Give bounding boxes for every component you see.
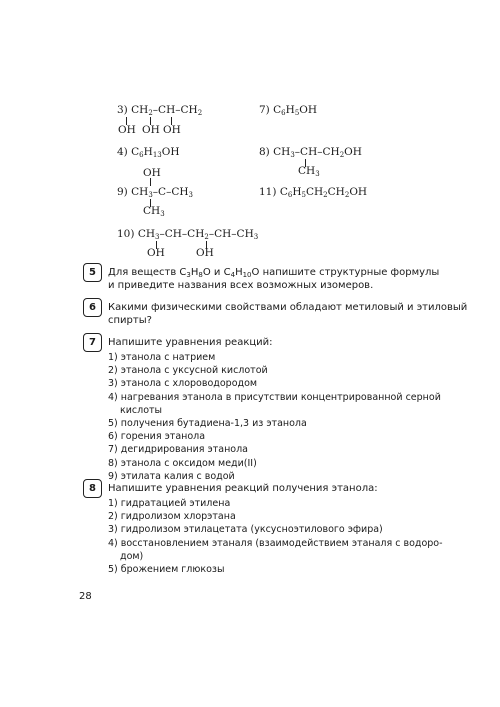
list-item: 2) гидролизом хлорэтана xyxy=(108,511,236,523)
formula-10-oh-1: OH xyxy=(147,247,165,259)
task-number-6: 6 xyxy=(83,298,102,317)
task-7-list xyxy=(108,351,441,483)
task-5-text: Для веществ $C_3H_8O$ и $C_4H_{10}O$ напишите структурные формулы и приведите названия всех возможных изомеров. xyxy=(108,267,440,291)
task-8-title: Напишите уравнения реакций получения этанола: xyxy=(108,483,378,494)
formula-9: 9) $CH_3-C-CH_3$ xyxy=(117,186,193,199)
formula-3-oh-1: OH xyxy=(118,124,136,136)
formula-10-oh-2: OH xyxy=(196,247,214,259)
page-number: 28 xyxy=(79,591,92,602)
list-item: 5) брожением глюкозы xyxy=(108,564,225,576)
task-6-text: Какими физическими свойствами обладают метиловый и этиловый спирты? xyxy=(108,302,468,326)
task-number-7: 7 xyxy=(83,333,102,352)
task-number-5: 5 xyxy=(83,263,102,282)
formula-7: 7) $C_6H_5OH$ xyxy=(259,104,318,117)
list-item: 2) этанола с уксусной кислотой xyxy=(108,365,268,377)
formula-11: 11) $C_6H_5CH_2CH_2OH$ xyxy=(259,186,368,199)
list-item: 8) этанола с оксидом меди(II) xyxy=(108,457,257,469)
formula-3-oh-3: OH xyxy=(163,124,181,136)
formula-8: 8) $CH_3-CH-CH_2OH$ xyxy=(259,146,362,159)
formula-9-oh: OH xyxy=(143,167,161,179)
list-item: 3) этанола с хлороводородом xyxy=(108,378,258,390)
list-item: кислоты xyxy=(120,404,163,416)
list-item: 1) этанола с натрием xyxy=(108,352,216,363)
formula-3: 3) $CH_2-CH-CH_2$ xyxy=(117,104,203,117)
list-item: 4) нагревания этанола в присутствии концентрированной серной xyxy=(108,391,441,403)
list-item: 6) горения этанола xyxy=(108,431,206,443)
formula-9-ch3: $CH_3$ xyxy=(143,205,165,218)
list-item: 9) этилата калия с водой xyxy=(108,470,235,482)
task-number-8: 8 xyxy=(83,479,102,498)
task-8-list xyxy=(108,497,443,576)
list-item: дом) xyxy=(120,550,144,562)
formula-8-ch3: $CH_3$ xyxy=(298,165,320,178)
formula-10: 10) $CH_3-CH-CH_2-CH-CH_3$ xyxy=(117,228,259,241)
formula-3-oh-2: OH xyxy=(142,124,160,136)
formula-4: 4) $C_6H_{13}OH$ xyxy=(117,146,180,159)
list-item: 4) восстановлением этаналя (взаимодействием этаналя с водоро- xyxy=(108,537,443,549)
list-item: 5) получения бутадиена-1,3 из этанола xyxy=(108,418,307,430)
list-item: 7) дегидрирования этанола xyxy=(108,444,248,456)
list-item: 3) гидролизом этилацетата (уксусноэтилового эфира) xyxy=(108,524,383,536)
bond-line xyxy=(150,178,151,186)
list-item: 1) гидратацией этилена xyxy=(108,498,231,509)
task-7-title: Напишите уравнения реакций: xyxy=(108,337,273,348)
